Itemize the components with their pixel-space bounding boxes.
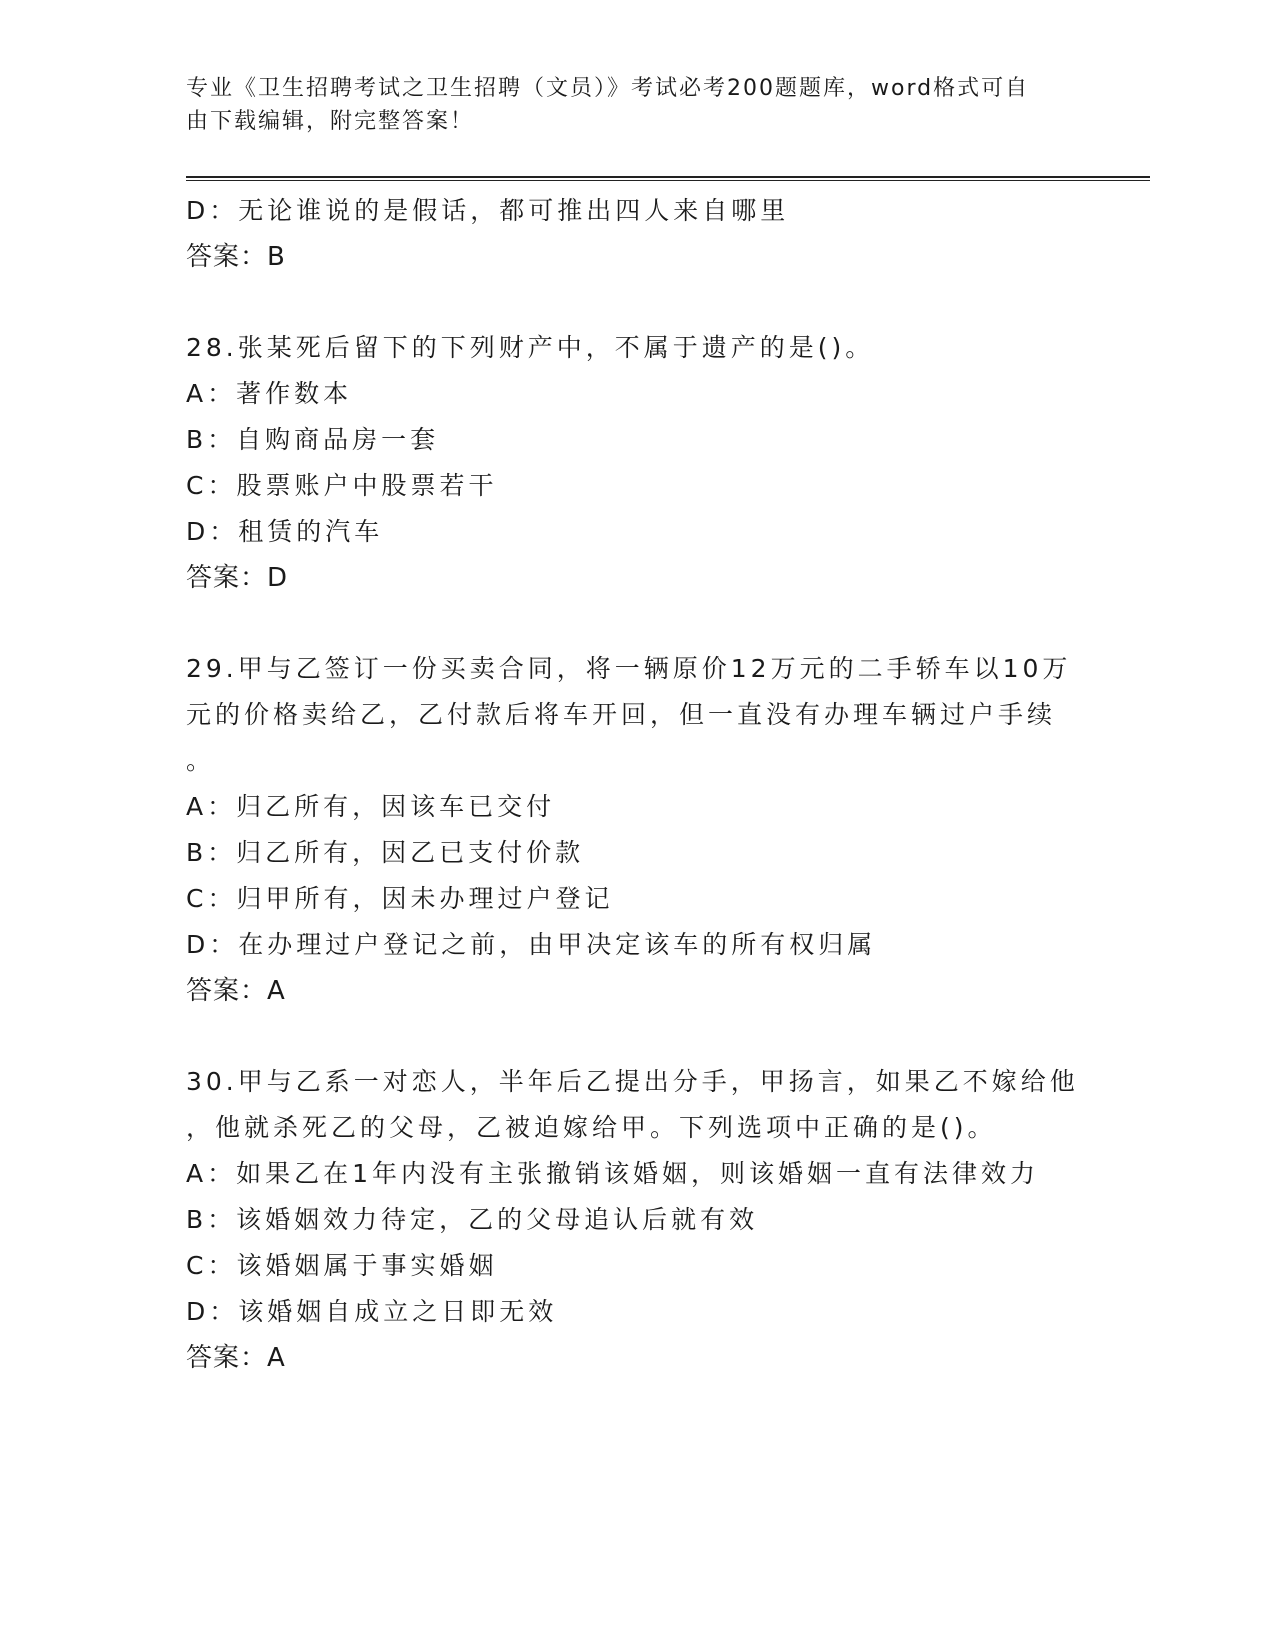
question-29-option-b: B：归乙所有，因乙已支付价款 — [186, 838, 585, 867]
question-28 — [186, 325, 1086, 601]
question-29 — [186, 646, 1086, 1014]
question-30-option-d: D：该婚姻自成立之日即无效 — [186, 1297, 558, 1326]
question-30-option-c: C：该婚姻属于事实婚姻 — [186, 1251, 498, 1280]
question-28-option-c: C：股票账户中股票若干 — [186, 471, 498, 500]
question-28-option-d: D：租赁的汽车 — [186, 517, 384, 546]
question-30-option-b: B：该婚姻效力待定，乙的父母追认后就有效 — [186, 1205, 759, 1234]
question-28-answer: 答案：D — [186, 563, 289, 593]
header-divider — [186, 176, 1150, 181]
page-header — [186, 72, 1066, 138]
question-29-stem-line-2: 元的价格卖给乙，乙付款后将车开回，但一直没有办理车辆过户手续 — [186, 700, 1057, 729]
spacer — [186, 1014, 1086, 1059]
question-28-option-a: A：著作数本 — [186, 379, 353, 408]
prev-question-answer: 答案：B — [186, 242, 286, 272]
question-29-stem-line-3: 。 — [186, 746, 216, 775]
question-29-stem-line-1: 29.甲与乙签订一份买卖合同，将一辆原价12万元的二手轿车以10万 — [186, 654, 1072, 683]
question-content — [186, 188, 1086, 1381]
question-29-option-d: D：在办理过户登记之前，由甲决定该车的所有权归属 — [186, 930, 877, 959]
prev-question-option-d: D：无论谁说的是假话，都可推出四人来自哪里 — [186, 196, 790, 225]
question-28-stem: 28.张某死后留下的下列财产中，不属于遗产的是()。 — [186, 333, 875, 362]
header-title-line-2: 由下载编辑，附完整答案！ — [186, 109, 475, 134]
question-30 — [186, 1059, 1086, 1381]
header-title-line-1: 专业《卫生招聘考试之卫生招聘（文员）》考试必考200题题库，word格式可自 — [186, 76, 1030, 101]
question-30-option-a: A：如果乙在1年内没有主张撤销该婚姻，则该婚姻一直有法律效力 — [186, 1159, 1040, 1188]
question-30-answer: 答案：A — [186, 1343, 286, 1373]
spacer — [186, 280, 1086, 325]
question-28-option-b: B：自购商品房一套 — [186, 425, 440, 454]
spacer — [186, 601, 1086, 646]
question-29-option-a: A：归乙所有，因该车已交付 — [186, 792, 556, 821]
question-29-answer: 答案：A — [186, 976, 286, 1006]
question-29-option-c: C：归甲所有，因未办理过户登记 — [186, 884, 614, 913]
question-30-stem-line-1: 30.甲与乙系一对恋人，半年后乙提出分手，甲扬言，如果乙不嫁给他 — [186, 1067, 1079, 1096]
question-30-stem-line-2: ，他就杀死乙的父母，乙被迫嫁给甲。下列选项中正确的是()。 — [186, 1113, 997, 1142]
